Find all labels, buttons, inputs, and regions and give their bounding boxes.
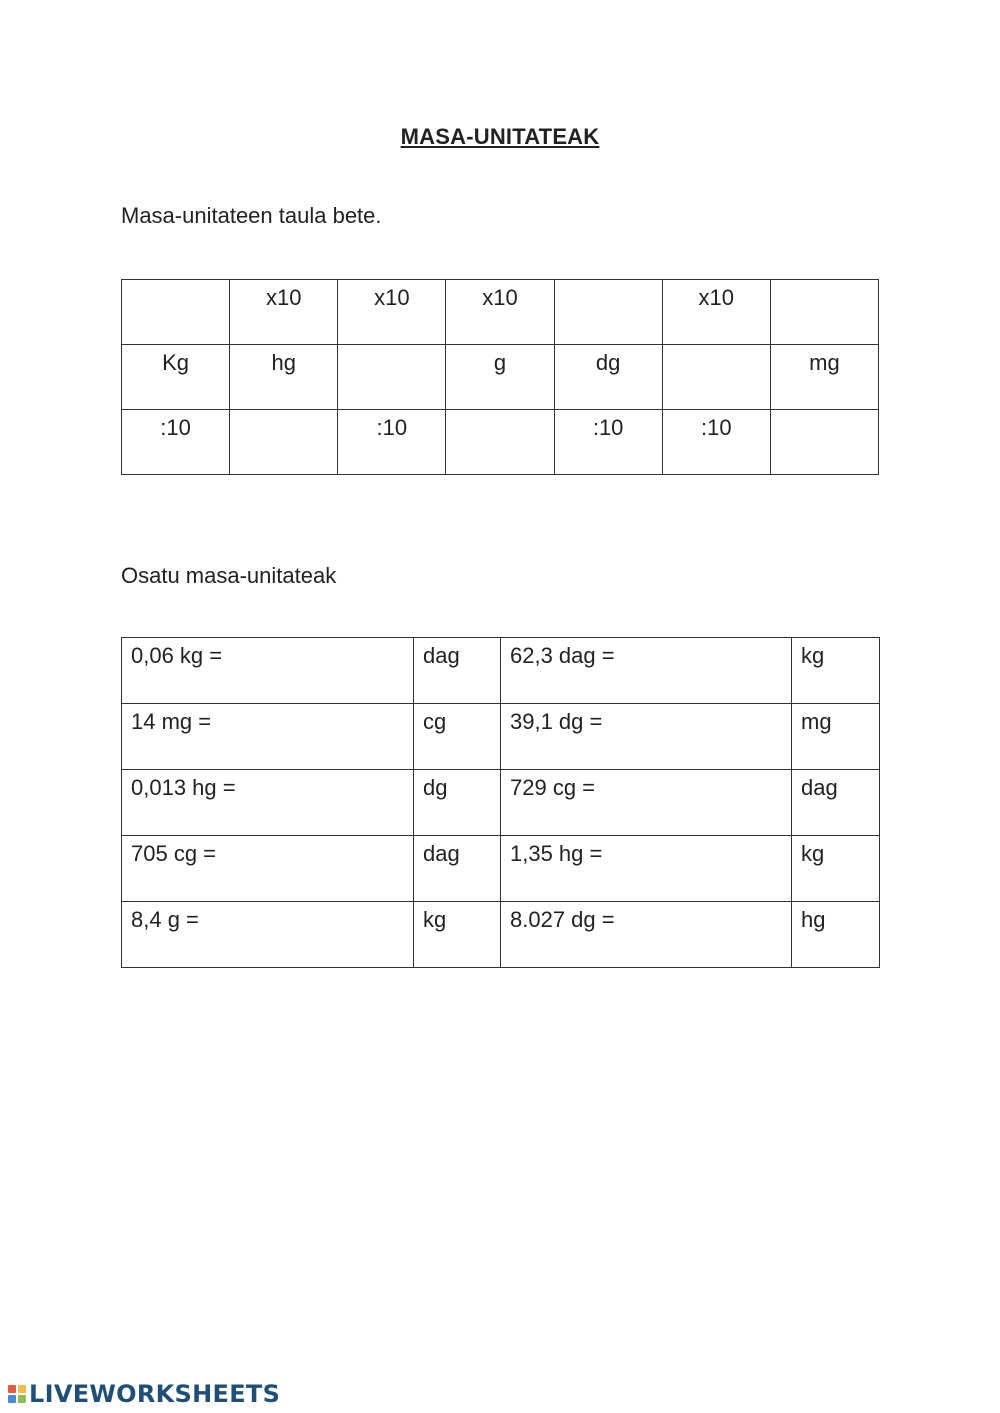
unit-table (121, 279, 879, 475)
conversion-expression: 8,4 g = (122, 902, 414, 968)
unit-table-cell: :10 (554, 410, 662, 475)
unit-table-cell: :10 (662, 410, 770, 475)
conversion-target-unit: hg (792, 902, 880, 968)
unit-table-cell: x10 (230, 280, 338, 345)
unit-table-cell: mg (770, 345, 878, 410)
conversion-row (122, 836, 880, 902)
unit-table-cell[interactable] (770, 280, 878, 345)
unit-table-cell: x10 (662, 280, 770, 345)
conversion-expression: 62,3 dag = (501, 638, 792, 704)
conversion-target-unit: dag (414, 836, 501, 902)
unit-table-cell: x10 (338, 280, 446, 345)
unit-table-row (122, 410, 879, 475)
unit-table-cell: Kg (122, 345, 230, 410)
unit-table-cell[interactable] (446, 410, 554, 475)
unit-table-cell: hg (230, 345, 338, 410)
unit-table-row (122, 280, 879, 345)
unit-table-cell[interactable] (554, 280, 662, 345)
unit-table-cell: x10 (446, 280, 554, 345)
unit-table-cell: :10 (122, 410, 230, 475)
unit-table-cell: :10 (338, 410, 446, 475)
conversion-target-unit: kg (792, 638, 880, 704)
conversion-table (121, 637, 880, 968)
unit-table-cell[interactable] (122, 280, 230, 345)
unit-table-cell: g (446, 345, 554, 410)
logo-blocks-icon (8, 1385, 26, 1403)
logo-block (18, 1385, 26, 1393)
unit-table-cell[interactable] (230, 410, 338, 475)
conversion-expression: 1,35 hg = (501, 836, 792, 902)
instruction-complete-units: Osatu masa-unitateak (121, 563, 337, 588)
conversion-row (122, 770, 880, 836)
conversion-target-unit: mg (792, 704, 880, 770)
conversion-target-unit: dag (792, 770, 880, 836)
conversion-target-unit: kg (414, 902, 501, 968)
conversion-expression: 8.027 dg = (501, 902, 792, 968)
unit-table-cell[interactable] (338, 345, 446, 410)
logo-block (8, 1395, 16, 1403)
conversion-row (122, 638, 880, 704)
unit-table-cell[interactable] (662, 345, 770, 410)
conversion-target-unit: dag (414, 638, 501, 704)
conversion-target-unit: dg (414, 770, 501, 836)
unit-table-cell[interactable] (770, 410, 878, 475)
conversion-expression: 14 mg = (122, 704, 414, 770)
unit-table-row (122, 345, 879, 410)
conversion-expression: 729 cg = (501, 770, 792, 836)
conversion-target-unit: cg (414, 704, 501, 770)
logo-text: LIVEWORKSHEETS (29, 1380, 281, 1408)
conversion-expression: 705 cg = (122, 836, 414, 902)
logo-block (18, 1395, 26, 1403)
liveworksheets-logo (8, 1380, 280, 1408)
instruction-fill-table: Masa-unitateen taula bete. (121, 203, 382, 228)
page-title: MASA-UNITATEAK (400, 124, 600, 149)
conversion-expression: 0,06 kg = (122, 638, 414, 704)
unit-table-cell: dg (554, 345, 662, 410)
conversion-row (122, 704, 880, 770)
conversion-target-unit: kg (792, 836, 880, 902)
conversion-row (122, 902, 880, 968)
conversion-expression: 39,1 dg = (501, 704, 792, 770)
logo-block (8, 1385, 16, 1393)
conversion-expression: 0,013 hg = (122, 770, 414, 836)
